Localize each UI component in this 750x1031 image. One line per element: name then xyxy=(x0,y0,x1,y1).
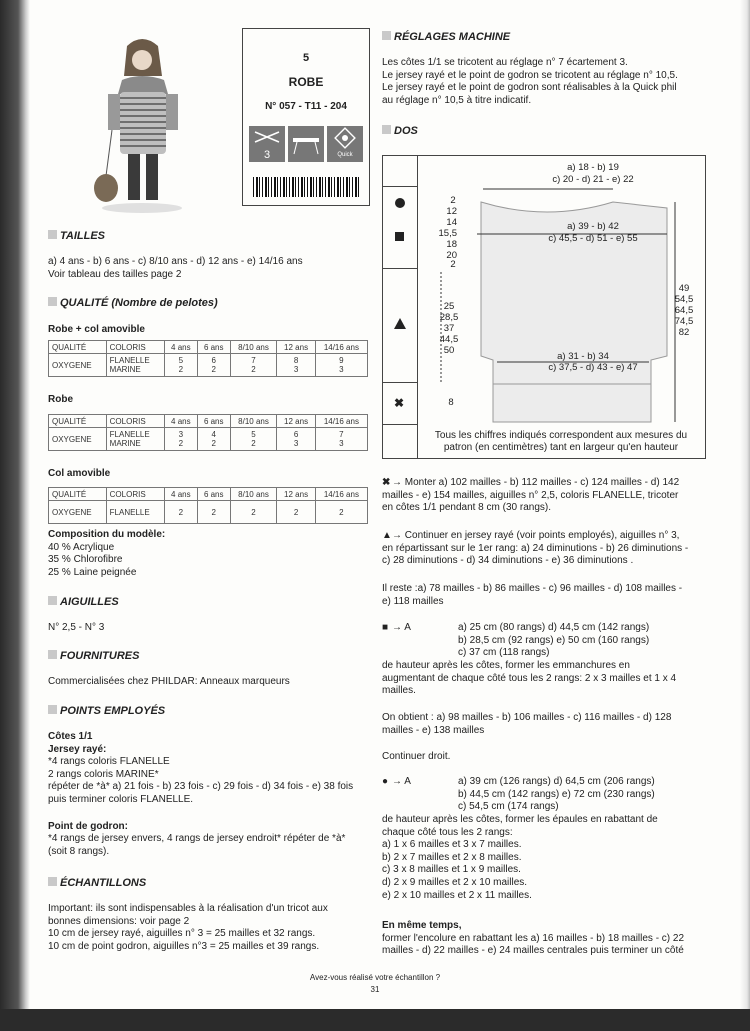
echantillons-text xyxy=(48,903,373,953)
col-coloris: COLORIS xyxy=(106,488,164,501)
jersey-line: puis terminer coloris FLANELLE. xyxy=(48,793,194,805)
neck-width-1: a) 18 - b) 19 xyxy=(567,162,619,173)
qualite-table-robe-col xyxy=(48,340,368,377)
square-marker-icon xyxy=(395,232,404,241)
qualite-table-robe xyxy=(48,414,368,451)
qualite-table-col xyxy=(48,487,368,524)
square-marker-icon: ■ xyxy=(382,622,389,633)
points-text xyxy=(48,731,368,858)
col-coloris: COLORIS xyxy=(106,415,164,428)
triangle-marker-icon: ▲ xyxy=(382,530,392,541)
armhole-dim: 44,5 xyxy=(439,334,459,345)
page-number: 31 xyxy=(370,985,380,994)
jersey-line: *4 rangs coloris FLANELLE xyxy=(48,756,170,768)
composition-title: Composition du modèle: xyxy=(48,529,166,540)
aiguilles-text: N° 2,5 - N° 3 xyxy=(48,622,105,633)
col-12ans: 12 ans xyxy=(277,341,315,354)
armhole-dim: 50 xyxy=(443,345,455,356)
table3-title: Col amovible xyxy=(48,468,111,479)
jersey-line: répéter de *à* a) 21 fois - b) 23 fois - c) 29 fois - d) 34 fois - e) 38 fois xyxy=(48,781,354,793)
arrow-icon: → xyxy=(392,530,405,541)
reglage-line: au réglage n° 10,5 à titre indicatif. xyxy=(382,94,532,106)
cell-value: 7 3 xyxy=(315,428,367,451)
cell-value: 6 2 xyxy=(197,354,230,377)
col-4ans: 4 ans xyxy=(164,488,197,501)
echantillon-line: 10 cm de jersey rayé, aiguilles n° 3 = 25 mailles et 32 rangs. xyxy=(48,928,316,940)
shoulder-dim: 2 xyxy=(450,259,456,270)
col-qualite: QUALITÉ xyxy=(49,341,107,354)
cell-value: 2 xyxy=(164,501,197,524)
col-6ans: 6 ans xyxy=(197,488,230,501)
schema-legend-column xyxy=(383,156,418,458)
jersey-title: Jersey rayé: xyxy=(48,743,107,755)
instruction-continue: Continuer droit. xyxy=(382,751,451,762)
cotes-title: Côtes 1/1 xyxy=(48,731,93,742)
barcode xyxy=(253,177,359,197)
col-6ans: 6 ans xyxy=(197,415,230,428)
qualite-heading: QUALITÉ (Nombre de pelotes) xyxy=(48,297,218,309)
col-qualite: QUALITÉ xyxy=(49,415,107,428)
quick-label: Quick xyxy=(337,152,353,158)
height-dim: 49 xyxy=(678,283,690,294)
scan-bottom-edge xyxy=(0,1009,750,1031)
instruction-step-1: ✖ → Monter a) 102 mailles - b) 112 mailles - c) 124 mailles - d) 142 mailles - e) 154 mailles, aiguilles n° 2,5, coloris FLANELLE, tricoter en côtes 1/1 pendant 8 cm (30 rangs). xyxy=(382,477,680,514)
shoulder-dim: 14 xyxy=(446,217,457,228)
shoulder-dim: 20 xyxy=(446,250,457,261)
arrow-icon: → xyxy=(392,622,405,633)
reference-box xyxy=(242,28,370,206)
neck-width-2: c) 20 - d) 21 - e) 22 xyxy=(552,174,634,185)
arrow-icon: → xyxy=(392,477,405,488)
shoulder-dim: 15,5 xyxy=(438,228,457,239)
armhole-dim: 37 xyxy=(443,323,455,334)
cell-colors: FLANELLE xyxy=(106,501,164,524)
cell-value: 7 2 xyxy=(230,354,277,377)
pattern-title: ROBE xyxy=(288,75,324,89)
echantillon-line: bonnes dimensions: voir page 2 xyxy=(48,915,190,927)
col-14-16ans: 14/16 ans xyxy=(315,341,367,354)
composition xyxy=(48,529,165,579)
hem-width-1: a) 31 - b) 34 xyxy=(557,351,609,362)
model-photo xyxy=(82,36,202,216)
composition-line: 35 % Chlorofibre xyxy=(48,554,123,566)
instruction-step-3: Il reste :a) 78 mailles - b) 86 mailles - c) 96 mailles - d) 108 mailles - e) 118 mailles xyxy=(382,583,683,607)
instruction-step-5: On obtient : a) 98 mailles - b) 106 mailles - c) 116 mailles - d) 128 mailles - e) 138 mailles xyxy=(382,712,672,736)
godron-line: (soit 8 rangs). xyxy=(48,845,110,857)
col-6ans: 6 ans xyxy=(197,341,230,354)
armhole-dim: 28,5 xyxy=(439,312,459,323)
needle-icon xyxy=(249,126,285,162)
reglage-line: Les côtes 1/1 se tricotent au réglage n° 7 écartement 3. xyxy=(382,57,628,68)
cell-value: 5 2 xyxy=(230,428,277,451)
cross-marker-icon: ✖ xyxy=(394,396,405,410)
composition-line: 25 % Laine peignée xyxy=(48,566,137,578)
echantillons-heading: ÉCHANTILLONS xyxy=(48,877,146,889)
page-edge-shadow xyxy=(740,0,750,1031)
col-8-10ans: 8/10 ans xyxy=(230,415,277,428)
height-dim: 82 xyxy=(678,327,690,338)
col-14-16ans: 14/16 ans xyxy=(315,488,367,501)
col-12ans: 12 ans xyxy=(277,415,315,428)
jersey-line: 2 rangs coloris MARINE* xyxy=(48,768,159,780)
needle-number: 3 xyxy=(263,149,271,161)
col-4ans: 4 ans xyxy=(164,341,197,354)
col-8-10ans: 8/10 ans xyxy=(230,341,277,354)
tailles-sizes: a) 4 ans - b) 6 ans - c) 8/10 ans - d) 12 ans - e) 14/16 ans xyxy=(48,256,303,267)
cross-marker-icon: ✖ xyxy=(382,477,391,488)
cell-value: 3 2 xyxy=(164,428,197,451)
dos-schema xyxy=(382,155,706,459)
table2-title: Robe xyxy=(48,394,73,405)
arrow-icon: → xyxy=(392,776,405,787)
quick-phil-icon xyxy=(327,126,363,162)
echantillon-line: Important: ils sont indispensables à la réalisation d'un tricot aux xyxy=(48,903,328,914)
triangle-marker-icon xyxy=(394,318,406,329)
reglage-line: Le jersey rayé et le point de godron se tricotent au réglage n° 10,5. xyxy=(382,69,678,81)
pattern-reference: N° 057 - T11 - 204 xyxy=(265,101,347,112)
col-12ans: 12 ans xyxy=(277,488,315,501)
cell-value: 8 3 xyxy=(277,354,315,377)
table1-title: Robe + col amovible xyxy=(48,324,145,335)
footer-question: Avez-vous réalisé votre échantillon ? xyxy=(309,973,441,982)
instruction-step-2: ▲→ Continuer en jersey rayé (voir points employés), aiguilles n° 3, en répartissant sur le 1er rang: a) 24 diminutions - b) 26 diminutions - c) 28 diminutions - d) 34 diminutions - e) 36 diminutions . xyxy=(382,530,689,567)
hem-width-2: c) 37,5 - d) 43 - e) 47 xyxy=(548,362,638,373)
fournitures-text: Commercialisées chez PHILDAR: Anneaux marqueurs xyxy=(48,676,290,687)
col-4ans: 4 ans xyxy=(164,415,197,428)
col-qualite: QUALITÉ xyxy=(49,488,107,501)
cell-value: 2 xyxy=(315,501,367,524)
shoulder-dim: 18 xyxy=(446,239,457,250)
circle-marker-icon: ● xyxy=(382,776,389,787)
book-binding-shadow xyxy=(0,0,30,1031)
shoulder-dim: 2 xyxy=(450,195,456,206)
machine-icon xyxy=(288,126,324,162)
armhole-dim: 25 xyxy=(443,301,455,312)
chest-width-1: a) 39 - b) 42 xyxy=(567,221,619,232)
height-dim: 74,5 xyxy=(674,316,694,327)
tailles-heading: TAILLES xyxy=(48,230,105,242)
aiguilles-heading: AIGUILLES xyxy=(48,596,119,608)
cell-value: 2 xyxy=(277,501,315,524)
cell-value: 4 2 xyxy=(197,428,230,451)
cell-value: 2 xyxy=(230,501,277,524)
height-dim: 64,5 xyxy=(674,305,694,316)
composition-line: 40 % Acrylique xyxy=(48,541,115,553)
cell-value: 9 3 xyxy=(315,354,367,377)
points-heading: POINTS EMPLOYÉS xyxy=(48,705,165,717)
reglage-line: Le jersey rayé et le point de godron sont réalisables à la Quick phil xyxy=(382,82,677,94)
cell-colors: FLANELLE MARINE xyxy=(106,354,164,377)
chest-width-2: c) 45,5 - d) 51 - e) 55 xyxy=(548,233,638,244)
cell-value: 2 xyxy=(197,501,230,524)
reglages-heading: RÉGLAGES MACHINE xyxy=(382,31,510,43)
circle-marker-icon xyxy=(395,198,405,208)
height-dim: 54,5 xyxy=(674,294,694,305)
cell-value: 5 2 xyxy=(164,354,197,377)
cell-value: 6 3 xyxy=(277,428,315,451)
tailles-note: Voir tableau des tailles page 2 xyxy=(48,269,182,280)
cell-quality: OXYGENE xyxy=(49,428,107,451)
echantillon-line: 10 cm de point godron, aiguilles n°3 = 25 mailles et 39 rangs. xyxy=(48,940,320,952)
schema-note: Tous les chiffres indiqués correspondent aux mesures du patron (en centimètres) tant en largeur qu'en hauteur xyxy=(434,430,688,453)
instruction-step-7: En même temps, former l'encolure en rabattant les a) 16 mailles - b) 18 mailles - c) 22 mailles - d) 22 mailles - e) 24 mailles centrales puis terminer un côté xyxy=(382,920,685,957)
shoulder-dim: 12 xyxy=(446,206,457,217)
godron-title: Point de godron: xyxy=(48,820,128,832)
col-coloris: COLORIS xyxy=(106,341,164,354)
dos-heading: DOS xyxy=(382,125,418,137)
fournitures-heading: FOURNITURES xyxy=(48,650,139,662)
pattern-number: 5 xyxy=(302,52,310,64)
cell-quality: OXYGENE xyxy=(49,501,107,524)
reglages-text xyxy=(382,57,678,107)
col-8-10ans: 8/10 ans xyxy=(230,488,277,501)
cell-quality: OXYGENE xyxy=(49,354,107,377)
col-14-16ans: 14/16 ans xyxy=(315,415,367,428)
cell-colors: FLANELLE MARINE xyxy=(106,428,164,451)
godron-line: *4 rangs de jersey envers, 4 rangs de jersey endroit* répéter de *à* xyxy=(48,833,346,845)
rib-height: 8 xyxy=(448,397,454,408)
